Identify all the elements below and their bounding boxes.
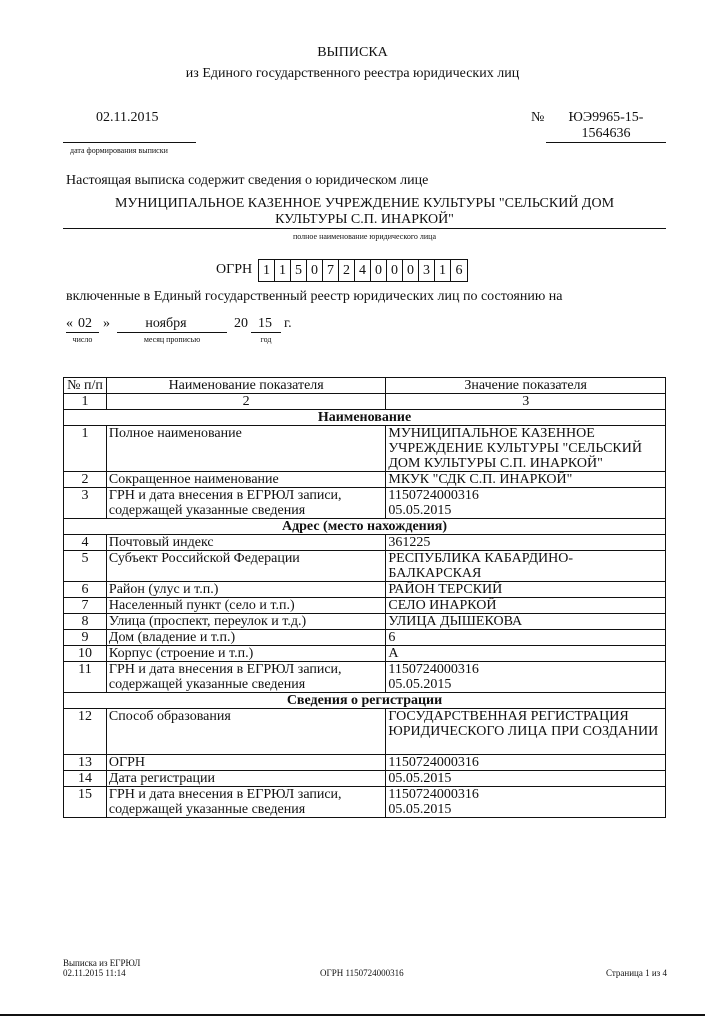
table-row [64,551,666,582]
section-title-address: Адрес (место нахождения) [64,519,666,535]
ogrn-digit: 0 [403,260,419,281]
row-number: 14 [64,771,107,787]
row-indicator: Сокращенное наименование [106,472,385,488]
grn-value: 1150724000316 [388,488,479,503]
row-number: 7 [64,598,107,614]
row-number: 1 [64,426,107,472]
ogrn-digit: 0 [387,260,403,281]
column-number: 1 [64,394,107,410]
row-number: 15 [64,787,107,818]
ogrn-digit: 2 [339,260,355,281]
ogrn-digit: 4 [355,260,371,281]
ogrn-digit: 0 [307,260,323,281]
month-caption: месяц прописью [143,335,201,344]
footer-left [63,958,140,978]
row-value: РАЙОН ТЕРСКИЙ [386,582,666,598]
row-indicator: Корпус (строение и т.п.) [106,646,385,662]
date-month: ноября [145,316,187,331]
date-open-quote: « [66,316,73,331]
ogrn-digit: 1 [275,260,291,281]
grn-value: 1150724000316 [388,662,479,677]
ogrn-digit: 7 [323,260,339,281]
section-title-naming: Наименование [64,410,666,426]
egrul-table [63,377,666,818]
row-value: УЛИЦА ДЫШЕКОВА [386,614,666,630]
row-indicator: Район (улус и т.п.) [106,582,385,598]
org-name-caption: полное наименование юридического лица [292,232,437,241]
org-full-name [63,196,666,228]
row-value: 05.05.2015 [386,771,666,787]
row-value: РЕСПУБЛИКА КАБАРДИНО-БАЛКАРСКАЯ [386,551,666,582]
column-number: 2 [106,394,385,410]
table-row [64,662,666,693]
number-underline [546,142,666,143]
row-value [386,662,666,693]
org-name-line1: МУНИЦИПАЛЬНОЕ КАЗЕННОЕ УЧРЕЖДЕНИЕ КУЛЬТУРЫ "СЕЛЬСКИЙ ДОМ [114,196,615,211]
row-number: 10 [64,646,107,662]
grn-date: 05.05.2015 [388,677,452,692]
table-row [64,472,666,488]
row-value: СЕЛО ИНАРКОЙ [386,598,666,614]
row-value: ГОСУДАРСТВЕННАЯ РЕГИСТРАЦИЯ ЮРИДИЧЕСКОГО ЛИЦА ПРИ СОЗДАНИИ [386,709,666,755]
extract-number [560,110,652,142]
table-row [64,582,666,598]
section-row [64,693,666,709]
table-row [64,614,666,630]
column-number: 3 [386,394,666,410]
header-indicator-value: Значение показателя [386,378,666,394]
row-number: 8 [64,614,107,630]
month-underline [117,332,227,333]
row-value: МКУК "СДК С.П. ИНАРКОЙ" [386,472,666,488]
row-indicator: ГРН и дата внесения в ЕГРЮЛ записи, содержащей указанные сведения [106,787,385,818]
ogrn-label: ОГРН [216,262,253,277]
date-year: 15 [258,316,272,331]
row-value: МУНИЦИПАЛЬНОЕ КАЗЕННОЕ УЧРЕЖДЕНИЕ КУЛЬТУРЫ "СЕЛЬСКИЙ ДОМ КУЛЬТУРЫ С.П. ИНАРКОЙ" [386,426,666,472]
section-row [64,519,666,535]
row-indicator: ОГРН [106,755,385,771]
year-caption: год [260,335,272,344]
grn-date: 05.05.2015 [388,802,452,817]
table-row [64,598,666,614]
section-title-registration: Сведения о регистрации [64,693,666,709]
row-number: 5 [64,551,107,582]
row-number: 13 [64,755,107,771]
table-row [64,755,666,771]
date-day: 02 [78,316,92,331]
year-underline [251,332,281,333]
ogrn-digit: 5 [291,260,307,281]
section-row [64,410,666,426]
row-value [386,488,666,519]
day-caption: число [72,335,93,344]
row-indicator: Способ образования [106,709,385,755]
table-row [64,488,666,519]
row-indicator: Субъект Российской Федерации [106,551,385,582]
row-number: 11 [64,662,107,693]
document-title: ВЫПИСКА [317,45,388,60]
day-underline [66,332,99,333]
included-text: включенные в Единый государственный реестр юридических лиц по состоянию на [66,289,563,304]
row-number: 12 [64,709,107,755]
table-row [64,646,666,662]
table-row [64,535,666,551]
org-name-line2: КУЛЬТУРЫ С.П. ИНАРКОЙ" [275,212,454,227]
header-number: № п/п [64,378,107,394]
row-indicator: Улица (проспект, переулок и т.д.) [106,614,385,630]
ogrn-digit: 6 [455,263,463,278]
date-year-suffix: г. [284,316,292,331]
row-indicator: ГРН и дата внесения в ЕГРЮЛ записи, содержащей указанные сведения [106,488,385,519]
date-underline [63,142,196,143]
row-value: 1150724000316 [386,755,666,771]
extract-number-line1: ЮЭ9965-15- [568,110,644,125]
grn-value: 1150724000316 [388,787,479,802]
footer-ogrn: ОГРН 1150724000316 [320,968,404,978]
header-indicator-name: Наименование показателя [106,378,385,394]
row-value: А [386,646,666,662]
page-bottom-border [0,1014,705,1016]
row-number: 3 [64,488,107,519]
row-indicator: Дата регистрации [106,771,385,787]
row-number: 9 [64,630,107,646]
column-number-row [64,394,666,410]
extract-number-line2: 1564636 [581,126,631,141]
row-number: 6 [64,582,107,598]
row-indicator: ГРН и дата внесения в ЕГРЮЛ записи, содержащей указанные сведения [106,662,385,693]
intro-text: Настоящая выписка содержит сведения о юридическом лице [66,173,429,188]
ogrn-digit: 1 [435,260,451,281]
table-row [64,771,666,787]
number-sign: № [531,110,545,125]
extract-date: 02.11.2015 [96,110,159,125]
date-century: 20 [234,316,248,331]
row-indicator: Почтовый индекс [106,535,385,551]
table-row [64,426,666,472]
table-header-row [64,378,666,394]
row-number: 2 [64,472,107,488]
row-number: 4 [64,535,107,551]
footer-timestamp: 02.11.2015 11:14 [63,968,126,978]
date-close-quote: » [103,316,110,331]
row-value: 6 [386,630,666,646]
row-indicator: Полное наименование [106,426,385,472]
table-row [64,787,666,818]
row-value: 361225 [386,535,666,551]
footer-page-number: Страница 1 из 4 [606,968,667,978]
ogrn-digit: 0 [371,260,387,281]
ogrn-digit-boxes [258,259,468,282]
table-row [64,709,666,755]
footer-doc-label: Выписка из ЕГРЮЛ [63,958,141,968]
ogrn-digit: 3 [419,260,435,281]
row-value [386,787,666,818]
date-caption: дата формирования выписки [70,146,168,155]
document-subtitle: из Единого государственного реестра юридических лиц [185,66,520,81]
row-indicator: Дом (владение и т.п.) [106,630,385,646]
grn-date: 05.05.2015 [388,503,452,518]
org-name-underline [63,228,666,229]
ogrn-digit: 1 [259,260,275,281]
row-indicator: Населенный пункт (село и т.п.) [106,598,385,614]
table-row [64,630,666,646]
